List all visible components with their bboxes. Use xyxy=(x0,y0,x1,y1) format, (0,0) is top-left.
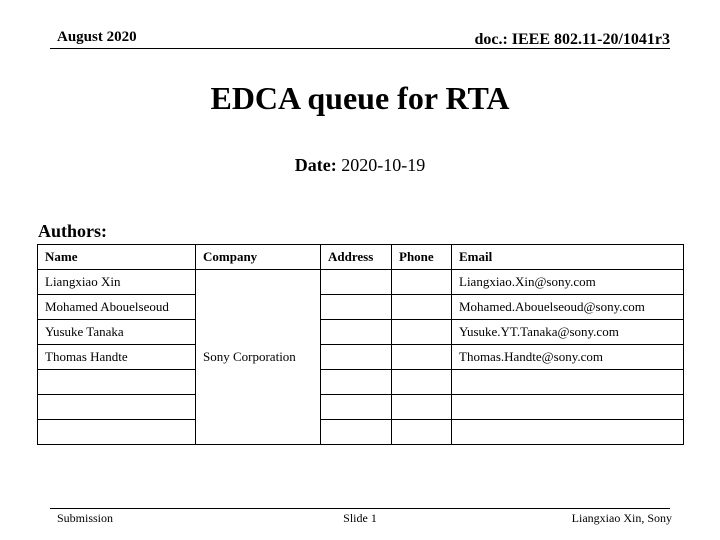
table-row xyxy=(38,345,684,370)
slide-title: EDCA queue for RTA xyxy=(210,80,510,116)
date-line xyxy=(0,155,720,176)
authors-label: Authors: xyxy=(38,221,108,241)
author-email: Mohamed.Abouelseoud@sony.com xyxy=(452,295,684,320)
author-phone xyxy=(392,345,452,370)
authors-table xyxy=(37,244,684,445)
date-label: Date: xyxy=(294,155,337,175)
header-divider xyxy=(50,48,670,49)
author-address xyxy=(321,395,392,420)
table-row xyxy=(38,420,684,445)
author-email xyxy=(452,370,684,395)
author-address xyxy=(321,270,392,295)
table-row xyxy=(38,320,684,345)
footer-divider xyxy=(50,508,670,509)
author-name xyxy=(38,395,196,420)
footer-author: Liangxiao Xin, Sony xyxy=(571,511,672,525)
author-email: Liangxiao.Xin@sony.com xyxy=(452,270,684,295)
table-row xyxy=(38,295,684,320)
author-name xyxy=(38,370,196,395)
author-address xyxy=(321,345,392,370)
column-header-phone: Phone xyxy=(392,245,452,270)
author-email: Yusuke.YT.Tanaka@sony.com xyxy=(452,320,684,345)
author-address xyxy=(321,295,392,320)
slide-number: Slide 1 xyxy=(343,511,377,525)
column-header-email: Email xyxy=(452,245,684,270)
header-date: August 2020 xyxy=(57,29,137,45)
column-header-name: Name xyxy=(38,245,196,270)
author-phone xyxy=(392,270,452,295)
author-name: Thomas Handte xyxy=(38,345,196,370)
table-row xyxy=(38,270,684,295)
author-name: Mohamed Abouelseoud xyxy=(38,295,196,320)
author-email: Thomas.Handte@sony.com xyxy=(452,345,684,370)
author-name xyxy=(38,420,196,445)
author-phone xyxy=(392,395,452,420)
author-phone xyxy=(392,370,452,395)
date-value: 2020-10-19 xyxy=(341,155,426,175)
author-name: Yusuke Tanaka xyxy=(38,320,196,345)
author-phone xyxy=(392,420,452,445)
author-phone xyxy=(392,320,452,345)
author-address xyxy=(321,370,392,395)
author-address xyxy=(321,320,392,345)
table-row xyxy=(38,395,684,420)
author-email xyxy=(452,395,684,420)
column-header-address: Address xyxy=(321,245,392,270)
author-company: Sony Corporation xyxy=(196,270,321,445)
column-header-company: Company xyxy=(196,245,321,270)
document-id: doc.: IEEE 802.11-20/1041r3 xyxy=(474,31,670,48)
footer-submission: Submission xyxy=(57,511,114,525)
author-phone xyxy=(392,295,452,320)
author-email xyxy=(452,420,684,445)
authors-header-row xyxy=(38,245,684,270)
table-row xyxy=(38,370,684,395)
author-name: Liangxiao Xin xyxy=(38,270,196,295)
author-address xyxy=(321,420,392,445)
